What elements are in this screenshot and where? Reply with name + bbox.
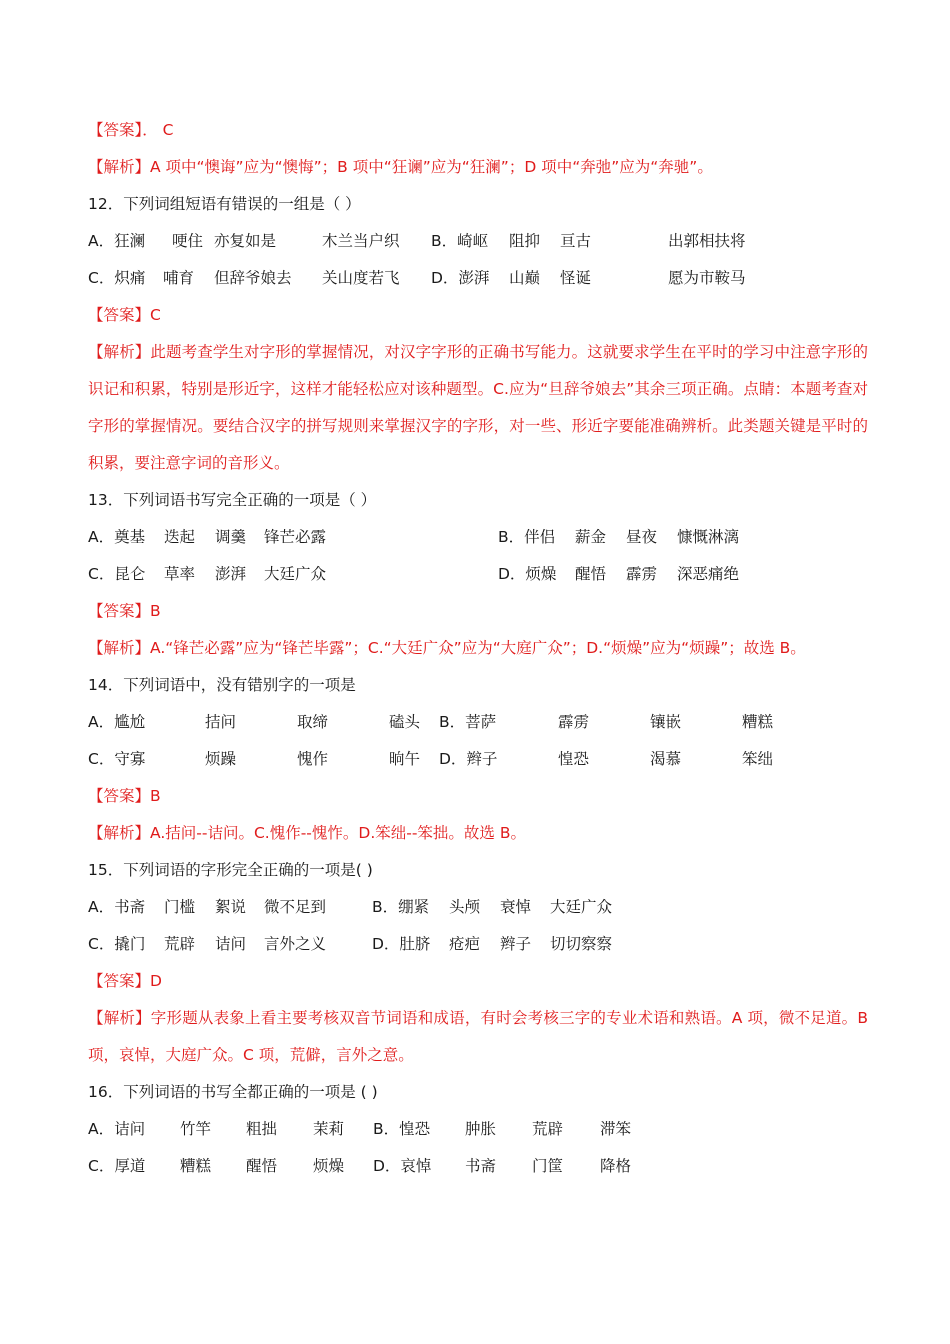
- option-c: C．撬门: [88, 935, 146, 953]
- option-word: 但辞爷娘去: [214, 269, 292, 287]
- option-word: 亦复如是: [214, 232, 277, 250]
- options-row-ab: [88, 889, 868, 926]
- option-word: 荒辟: [532, 1120, 564, 1138]
- option-word: 门筐: [532, 1157, 564, 1175]
- option-c: C．守寡: [88, 750, 146, 768]
- option-word: 澎湃: [215, 565, 247, 583]
- option-a: A．书斋: [88, 898, 146, 916]
- option-word: 昼夜: [626, 528, 658, 546]
- option-word: 关山度若飞: [322, 269, 400, 287]
- option-word: 醒悟: [575, 565, 607, 583]
- option-word: 惶恐: [558, 750, 590, 768]
- option-word: 降格: [600, 1157, 632, 1175]
- question-16: 16．下列词语的书写全都正确的一项是 ( ): [88, 1083, 378, 1101]
- options-row-cd: [88, 556, 868, 593]
- analysis-line: 【解析】A 项中“懊诲”应为“懊悔”；B 项中“狂谰”应为“狂澜”；D 项中“奔弛”应为“奔驰”。: [88, 158, 713, 176]
- option-word: 哺育: [163, 269, 195, 287]
- option-b: B．崎岖: [431, 232, 489, 250]
- option-word: 大廷广众: [264, 565, 327, 583]
- options-row-ab: [88, 704, 868, 741]
- option-word: 茉莉: [313, 1120, 345, 1138]
- analysis-paragraph: 【解析】字形题从表象上看主要考核双音节词语和成语，有时会考核三字的专业术语和熟语。A 项，微不足道。B 项，哀悼，大庭广众。C 项，荒僻，言外之意。: [88, 1009, 868, 1064]
- option-word: 镶嵌: [650, 713, 682, 731]
- option-b: B．菩萨: [439, 713, 497, 731]
- option-word: 亘古: [560, 232, 592, 250]
- option-d: D．澎湃: [431, 269, 490, 287]
- option-word: 霹雳: [626, 565, 658, 583]
- answer-line: 【答案】D: [88, 972, 162, 990]
- analysis-paragraph: 【解析】此题考查学生对字形的掌握情况，对汉字字形的正确书写能力。这就要求学生在平时的学习中注意字形的识记和积累，特别是形近字，这样才能轻松应对该种题型。C.应为“旦辞爷娘去”其余三项正确。点睛：本题考查对字形的掌握情况。要结合汉字的拼写规则来掌握汉字的字形，对一些、形近字要能准确辨析。此类题关键是平时的积累，要注意字词的音形义。: [88, 343, 868, 472]
- option-word: 辫子: [500, 935, 532, 953]
- option-word: 荒辟: [164, 935, 196, 953]
- options-row-ab: [88, 519, 868, 556]
- option-c: C．昆仑: [88, 565, 146, 583]
- option-word: 拮问: [205, 713, 237, 731]
- question-15: 15．下列词语的字形完全正确的一项是( ): [88, 861, 373, 879]
- option-d: D．哀悼: [373, 1157, 432, 1175]
- option-word: 出郭相扶将: [668, 232, 746, 250]
- option-word: 书斋: [465, 1157, 497, 1175]
- option-word: 烦燥: [313, 1157, 345, 1175]
- option-word: 磕头: [389, 713, 421, 731]
- document-page: [88, 112, 868, 1185]
- option-word: 薪金: [575, 528, 607, 546]
- options-row-cd: [88, 260, 868, 297]
- option-word: 怪诞: [560, 269, 592, 287]
- option-word: 深恶痛绝: [677, 565, 740, 583]
- option-word: 头颅: [449, 898, 481, 916]
- option-word: 絮说: [215, 898, 247, 916]
- option-a: A．奠基: [88, 528, 146, 546]
- options-row-cd: [88, 741, 868, 778]
- option-c: C．厚道: [88, 1157, 146, 1175]
- option-word: 渴慕: [650, 750, 682, 768]
- option-word: 调羹: [215, 528, 247, 546]
- option-word: 糟糕: [180, 1157, 212, 1175]
- option-word: 衰悼: [500, 898, 532, 916]
- option-b: B．伴侣: [498, 528, 556, 546]
- question-14: 14．下列词语中，没有错别字的一项是: [88, 676, 356, 694]
- option-word: 肿胀: [465, 1120, 497, 1138]
- option-word: 微不足到: [264, 898, 327, 916]
- option-word: 笨绌: [742, 750, 774, 768]
- option-c: C．炽痛: [88, 269, 146, 287]
- analysis-line: 【解析】A.拮问--诘问。C.愧作--愧怍。D.笨绌--笨拙。故选 B。: [88, 824, 526, 842]
- option-word: 锋芒必露: [264, 528, 327, 546]
- options-row-cd: [88, 926, 868, 963]
- question-13: 13．下列词语书写完全正确的一项是（ ）: [88, 491, 377, 509]
- option-word: 慷慨淋漓: [677, 528, 740, 546]
- option-word: 糟糕: [742, 713, 774, 731]
- option-word: 烦躁: [205, 750, 237, 768]
- option-word: 草率: [164, 565, 196, 583]
- option-word: 切切察察: [550, 935, 613, 953]
- option-word: 大廷广众: [550, 898, 613, 916]
- option-d: D．烦燥: [498, 565, 557, 583]
- option-word: 诘问: [215, 935, 247, 953]
- option-word: 阻抑: [509, 232, 541, 250]
- analysis-paragraph: 【解析】A.“锋芒必露”应为“锋芒毕露”；C.“大廷广众”应为“大庭广众”；D.“烦燥”应为“烦躁”；故选 B。: [88, 639, 806, 657]
- options-row-cd: [88, 1148, 868, 1185]
- option-word: 晌午: [389, 750, 421, 768]
- option-d: D．肚脐: [372, 935, 431, 953]
- answer-line: 【答案】． C: [88, 121, 174, 139]
- option-word: 粗拙: [246, 1120, 278, 1138]
- answer-line: 【答案】B: [88, 602, 161, 620]
- option-word: 言外之义: [264, 935, 327, 953]
- options-row-ab: [88, 223, 868, 260]
- option-word: 竹竿: [180, 1120, 212, 1138]
- option-word: 霹雳: [558, 713, 590, 731]
- option-word: 醒悟: [246, 1157, 278, 1175]
- question-12: 12．下列词组短语有错误的一组是（ ）: [88, 195, 361, 213]
- option-word: 门槛: [164, 898, 196, 916]
- option-word: 疮疤: [449, 935, 481, 953]
- option-word: 愧作: [297, 750, 329, 768]
- option-word: 山巅: [509, 269, 541, 287]
- option-word: 哽住: [172, 232, 204, 250]
- option-d: D．辫子: [439, 750, 498, 768]
- option-word: 取缔: [297, 713, 329, 731]
- option-b: B．惶恐: [373, 1120, 431, 1138]
- option-a: A．诘问: [88, 1120, 146, 1138]
- option-word: 迭起: [164, 528, 196, 546]
- option-word: 愿为市鞍马: [668, 269, 746, 287]
- answer-line: 【答案】C: [88, 306, 161, 324]
- option-b: B．绷紧: [372, 898, 430, 916]
- option-a: A．尴尬: [88, 713, 146, 731]
- option-word: 滞笨: [600, 1120, 632, 1138]
- option-a: A．狂澜: [88, 232, 146, 250]
- options-row-ab: [88, 1111, 868, 1148]
- answer-line: 【答案】B: [88, 787, 161, 805]
- option-word: 木兰当户织: [322, 232, 400, 250]
